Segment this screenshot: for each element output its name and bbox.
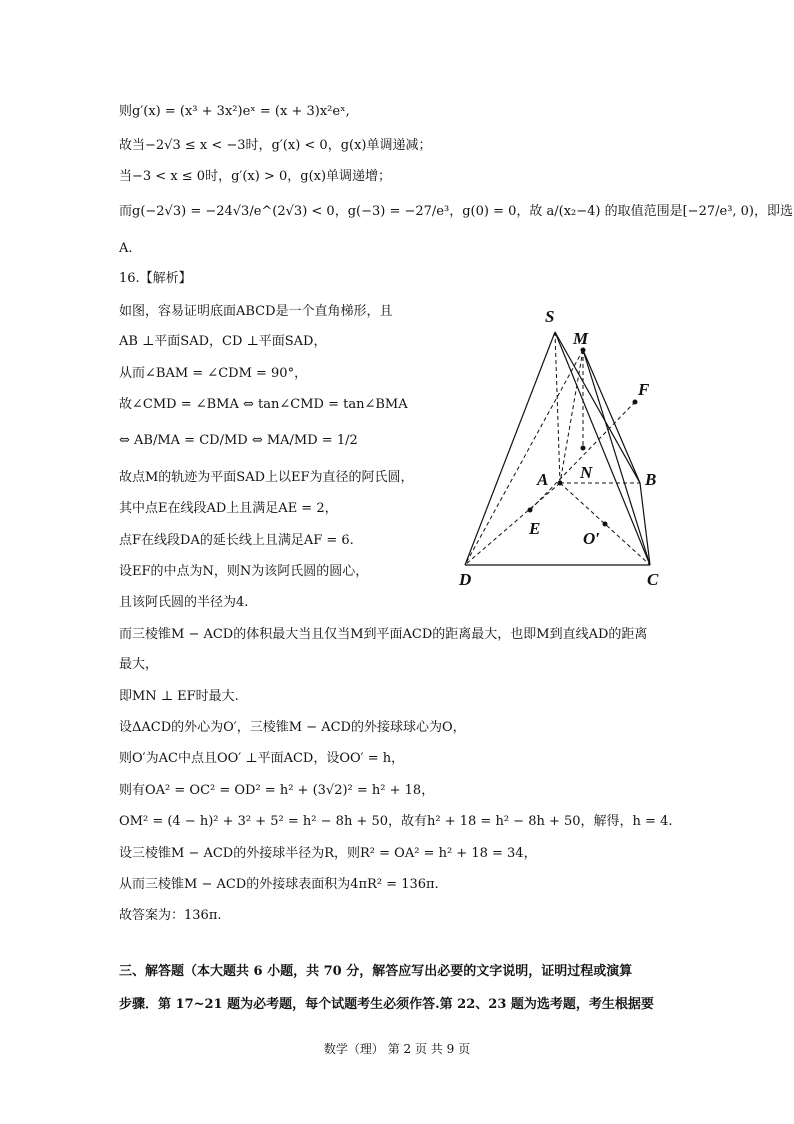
text-line-15: 设EF的中点为N，则N为该阿氏圆的圆心，: [119, 564, 369, 579]
label-E: E: [529, 519, 541, 538]
label-O: O′: [583, 529, 601, 548]
edge-SB: [555, 332, 640, 483]
text-line-16: 且该阿氏圆的半径为4.: [119, 595, 249, 610]
edge-AD: [465, 483, 560, 565]
label-D: D: [459, 570, 472, 589]
text-line-18: 最大，: [119, 657, 159, 672]
text-line-1: 则g′(x) = (x³ + 3x²)eˣ = (x + 3)x²eˣ,: [119, 104, 350, 119]
point-M: [581, 348, 586, 353]
text-line-11: ⇔ AB/MA = CD/MD ⇔ MA/MD = 1/2: [119, 433, 358, 448]
text-line-10: 故∠CMD = ∠BMA ⇔ tan∠CMD = tan∠BMA: [119, 397, 408, 412]
text-line-5: A.: [119, 241, 133, 256]
text-line-2: 故当−2√3 ≤ x < −3时，g′(x) < 0，g(x)单调递减；: [119, 138, 432, 153]
section-heading-line-1: 三、解答题（本大题共 6 小题，共 70 分，解答应写出必要的文字说明，证明过程或演算: [119, 964, 633, 979]
label-M: M: [573, 329, 589, 348]
text-line-25: 从而三棱锥M − ACD的外接球表面积为4πR² = 136π.: [119, 877, 439, 892]
text-line-17: 而三棱锥M − ACD的体积最大当且仅当M到平面ACD的距离最大，也即M到直线AD的距离: [119, 627, 648, 642]
text-line-24: 设三棱锥M − ACD的外接球半径为R，则R² = OA² = h² + 18 = 34，: [119, 846, 537, 861]
text-line-13: 其中点E在线段AD上且满足AE = 2，: [119, 501, 338, 516]
edge-MD: [465, 350, 583, 565]
label-N: N: [580, 463, 593, 482]
text-line-19: 即MN ⊥ EF时最大.: [119, 689, 239, 704]
final-answer: 故答案为：136π.: [119, 908, 222, 923]
section-heading-line-2: 步骤．第 17~21 题为必考题，每个试题考生必须作答.第 22、23 题为选考题，考生根据要: [119, 997, 654, 1012]
text-line-4: 而g(−2√3) = −24√3/e^(2√3) < 0，g(−3) = −27/e³，g(0) = 0，故 a/(x₂−4) 的取值范围是[−27/e³, 0)，即选: [119, 204, 794, 219]
text-line-8: AB ⊥平面SAD，CD ⊥平面SAD，: [119, 334, 327, 349]
text-line-7: 如图，容易证明底面ABCD是一个直角梯形，且: [119, 304, 393, 319]
text-line-20: 设ΔACD的外心为O′，三棱锥M − ACD的外接球球心为O，: [119, 720, 466, 735]
text-line-14: 点F在线段DA的延长线上且满足AF = 6.: [119, 533, 354, 548]
point-A: [558, 481, 563, 486]
label-B: B: [645, 470, 657, 489]
text-line-12: 故点M的轨迹为平面SAD上以EF为直径的阿氏圆，: [119, 470, 414, 485]
solution-16-heading: 16.【解析】: [119, 271, 192, 286]
page-footer: 数学（理） 第 2 页 共 9 页: [323, 1042, 471, 1056]
text-line-3: 当−3 < x ≤ 0时，g′(x) > 0，g(x)单调递增；: [119, 169, 392, 184]
label-A: A: [537, 470, 549, 489]
point-N: [581, 446, 586, 451]
pyramid-figure: [455, 300, 685, 600]
point-O: [603, 522, 608, 527]
point-F: [633, 400, 638, 405]
label-F: F: [638, 380, 650, 399]
text-line-9: 从而∠BAM = ∠CDM = 90°，: [119, 366, 308, 381]
edge-SC: [555, 332, 650, 565]
edge-SA: [555, 332, 560, 483]
edge-SD: [465, 332, 555, 565]
label-S: S: [545, 307, 555, 326]
text-line-22: 则有OA² = OC² = OD² = h² + (3√2)² = h² + 18，: [119, 783, 435, 798]
label-C: C: [647, 570, 659, 589]
point-E: [528, 508, 533, 513]
text-line-23: OM² = (4 − h)² + 3² + 5² = h² − 8h + 50，故有h² + 18 = h² − 8h + 50，解得，h = 4.: [119, 814, 673, 829]
text-line-21: 则O′为AC中点且OO′ ⊥平面ACD，设OO′ = h，: [119, 751, 405, 766]
